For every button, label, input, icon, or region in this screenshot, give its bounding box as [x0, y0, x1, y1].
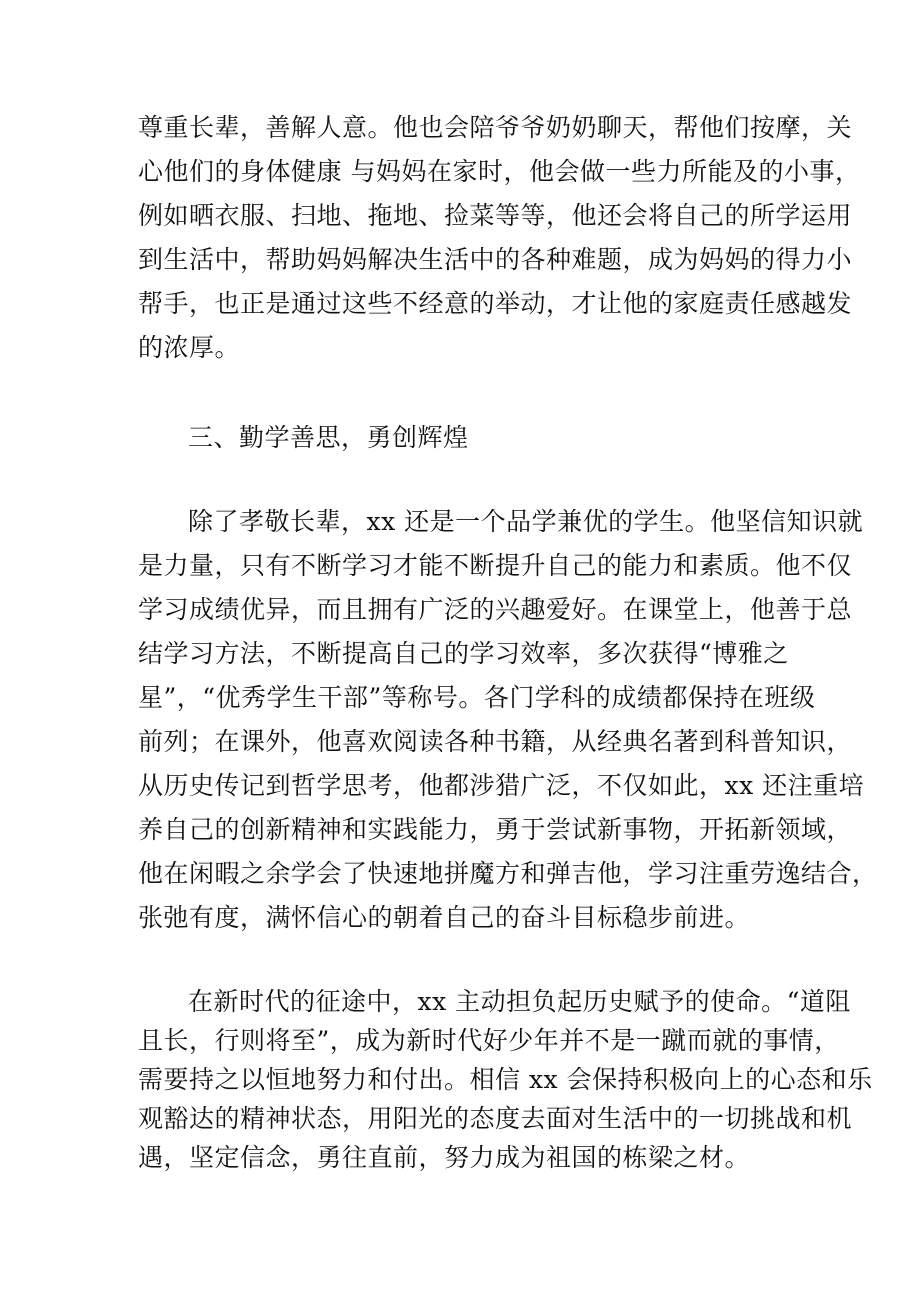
text-line: 遇，坚定信念，勇往直前，努力成为祖国的栋梁之材。	[138, 1143, 751, 1172]
text-line: 尊重长辈，善解人意。他也会陪爷爷奶奶聊天，帮他们按摩，关	[138, 113, 853, 142]
text-line: 除了孝敬长辈，xx 还是一个品学兼优的学生。他坚信知识就	[188, 507, 864, 536]
paragraph-family-care	[138, 106, 861, 370]
text-line: 帮手，也正是通过这些不经意的举动，才让他的家庭责任感越发	[138, 289, 853, 318]
text-line: 前列；在课外，他喜欢阅读各种书籍，从经典名著到科普知识，	[138, 727, 853, 756]
text-line: 在新时代的征途中，xx 主动担负起历史赋予的使命。“道阻	[188, 987, 851, 1016]
text-line: 是力量，只有不断学习才能不断提升自己的能力和素质。他不仅	[138, 551, 853, 580]
text-line: 结学习方法，不断提高自己的学习效率，多次获得“博雅之	[138, 639, 789, 668]
text-line: 到生活中，帮助妈妈解决生活中的各种难题，成为妈妈的得力小	[138, 245, 853, 274]
text-line: 从历史传记到哲学思考，他都涉猎广泛，不仅如此，xx 还注重培	[138, 771, 865, 800]
section-heading-block	[138, 416, 798, 460]
section-heading: 三、勤学善思，勇创辉煌	[188, 423, 469, 452]
text-line: 且长，行则将至”，成为新时代好少年并不是一蹴而就的事情，	[138, 1026, 840, 1055]
text-line: 需要持之以恒地努力和付出。相信 xx 会保持积极向上的心态和乐	[138, 1065, 873, 1094]
paragraph-study	[138, 500, 878, 940]
text-line: 学习成绩优异，而且拥有广泛的兴趣爱好。在课堂上，他善于总	[138, 595, 853, 624]
text-line: 张弛有度，满怀信心的朝着自己的奋斗目标稳步前进。	[138, 903, 751, 932]
text-line: 观豁达的精神状态，用阳光的态度去面对生活中的一切挑战和机	[138, 1104, 853, 1133]
text-line: 星”，“优秀学生干部”等称号。各门学科的成绩都保持在班级	[138, 683, 816, 712]
paragraph-closing	[138, 982, 873, 1177]
text-line: 的浓厚。	[138, 333, 241, 362]
text-line: 例如晒衣服、扫地、拖地、捡菜等等，他还会将自己的所学运用	[138, 201, 853, 230]
text-line: 养自己的创新精神和实践能力，勇于尝试新事物，开拓新领域，	[138, 815, 853, 844]
text-line: 心他们的身体健康 与妈妈在家时，他会做一些力所能及的小事，	[138, 157, 861, 186]
text-line: 他在闲暇之余学会了快速地拼魔方和弹吉他，学习注重劳逸结合，	[138, 859, 878, 888]
